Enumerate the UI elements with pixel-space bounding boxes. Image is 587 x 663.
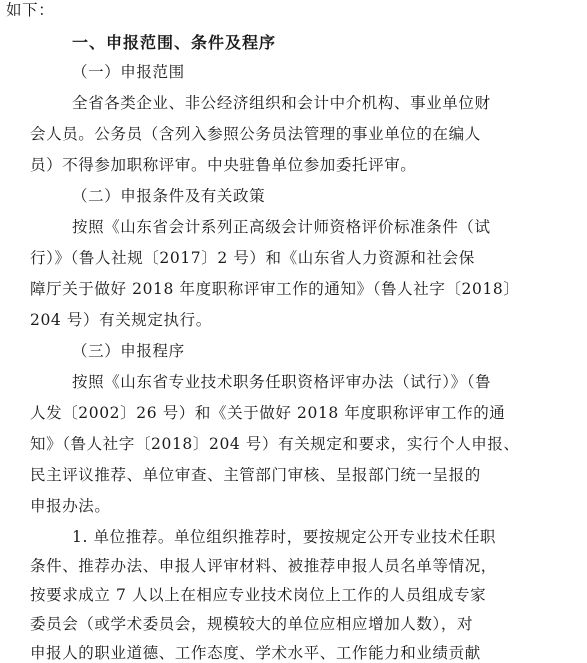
paragraph-line-item-1: 1. 单位推荐。单位组织推荐时，要按规定公开专业技术任职 (72, 528, 497, 546)
paragraph-line: 员）不得参加职称评审。中央驻鲁单位参加委托评审。 (30, 156, 417, 174)
paragraph-line: 知》（鲁人社字〔2018〕204 号）有关规定和要求，实行个人申报、 (30, 435, 520, 453)
paragraph-line: 204 号）有关规定执行。 (30, 311, 212, 329)
subsection-heading-scope: （一）申报范围 (72, 63, 185, 81)
paragraph-line: 行）》（鲁人社规〔2017〕2 号）和《山东省人力资源和社会保 (30, 249, 475, 267)
paragraph-line: 障厅关于做好 2018 年度职称评审工作的通知》（鲁人社字〔2018〕 (30, 280, 520, 298)
text-line-intro: 如下： (6, 1, 55, 19)
paragraph-line: 民主评议推荐、单位审查、主管部门审核、呈报部门统一呈报的 (30, 466, 481, 484)
paragraph-line: 委员会（或学术委员会，规模较大的单位应相应增加人数），对 (30, 615, 474, 633)
subsection-heading-procedure: （三）申报程序 (72, 342, 185, 360)
paragraph-line: 会人员。公务员（含列入参照公务员法管理的事业单位的在编人 (30, 125, 481, 143)
paragraph-line: 申报人的职业道德、工作态度、学术水平、工作能力和业绩贡献 (30, 644, 481, 662)
section-heading: 一、申报范围、条件及程序 (72, 33, 277, 52)
paragraph-line: 申报办法。 (30, 497, 111, 515)
paragraph-line: 条件、推荐办法、申报人评审材料、被推荐申报人员名单等情况， (30, 557, 497, 575)
paragraph-line: 按要求成立 7 人以上在相应专业技术岗位上工作的人员组成专家 (30, 586, 487, 604)
paragraph-line: 按照《山东省专业技术职务任职资格评审办法（试行）》（鲁 (72, 373, 492, 391)
paragraph-line: 按照《山东省会计系列正高级会计师资格评价标准条件（试 (72, 218, 491, 236)
paragraph-line: 全省各类企业、非公经济组织和会计中介机构、事业单位财 (72, 94, 491, 112)
subsection-heading-conditions: （二）申报条件及有关政策 (72, 187, 266, 205)
paragraph-line: 人发〔2002〕26 号）和《关于做好 2018 年度职称评审工作的通 (30, 404, 506, 422)
